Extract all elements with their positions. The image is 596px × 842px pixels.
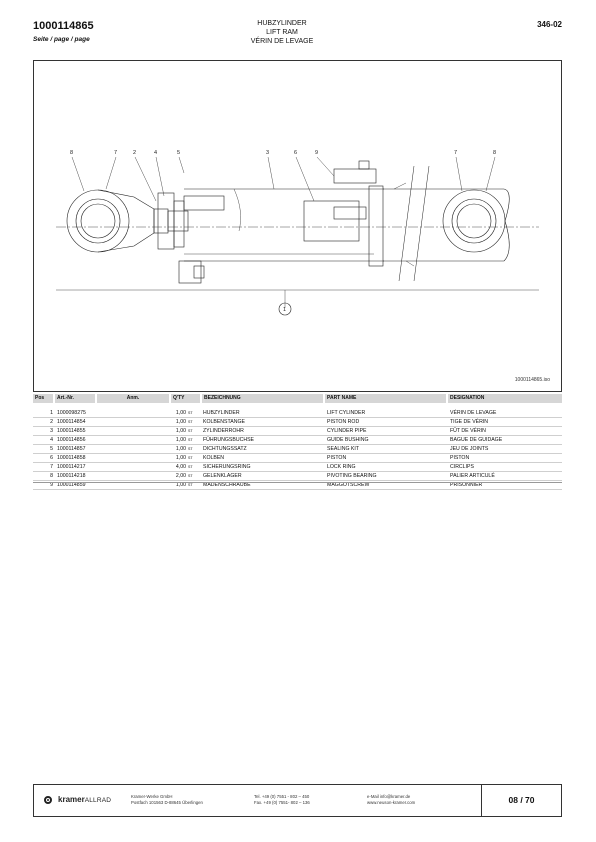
cell-pos: 1	[50, 410, 53, 416]
hydraulic-port	[334, 169, 376, 183]
cell-part-name: LIFT CYLINDER	[327, 410, 366, 416]
header-part-name: PART NAME	[325, 394, 446, 403]
kramer-logo-icon	[44, 796, 52, 804]
cell-art-nr: 1000114856	[57, 437, 86, 443]
cell-qty: 1,00	[175, 428, 186, 434]
page-code: 346-02	[537, 20, 562, 29]
cell-pos: 3	[50, 428, 53, 434]
cell-qty: 1,00	[175, 410, 186, 416]
title-block	[200, 19, 364, 46]
callout-3: 3	[266, 150, 270, 156]
cell-qty: 2,00	[175, 473, 186, 479]
left-eye-bearing	[76, 199, 120, 243]
technical-drawing	[33, 60, 562, 392]
cell-unit: ST	[188, 447, 193, 451]
port-cap	[359, 161, 369, 169]
cell-bezeichnung: MADENSCHRAUBE	[203, 482, 251, 488]
cell-unit: ST	[188, 411, 193, 415]
cell-art-nr: 1000098275	[57, 410, 86, 416]
company-address: Kramer-Werke GmbH Postfach 101563 D-88645 Überlingen	[131, 794, 203, 805]
cell-part-name: GUIDE BUSHING	[327, 437, 369, 443]
cell-pos: 8	[50, 473, 53, 479]
parts-table-header	[33, 394, 562, 403]
callout-9: 9	[315, 150, 319, 156]
cell-art-nr: 1000114855	[57, 428, 86, 434]
title-english: LIFT RAM	[266, 29, 298, 36]
left-eye-inner	[81, 204, 115, 238]
cell-unit: ST	[188, 483, 193, 487]
table-row	[33, 463, 562, 472]
cell-designation: CIRCLIPS	[450, 464, 474, 470]
cell-pos: 4	[50, 437, 53, 443]
cell-designation: PRISONNIER	[450, 482, 483, 488]
contact-phone: Tel. +49 (0) 7551 - 802 – 450 Fax. +49 (0) 7551- 802 – 136	[254, 794, 310, 805]
cell-pos: 7	[50, 464, 53, 470]
cell-unit: ST	[188, 474, 193, 478]
document-number: 1000114865	[33, 20, 94, 32]
callout-7-right: 7	[454, 150, 458, 156]
header-designation: DESIGNATION	[448, 394, 562, 403]
table-row	[33, 454, 562, 463]
table-row	[33, 472, 562, 481]
cell-designation: VÉRIN DE LEVAGE	[450, 410, 497, 416]
right-eye-bearing	[452, 199, 496, 243]
callout-7-left: 7	[114, 150, 118, 156]
cell-art-nr: 1000114857	[57, 446, 86, 452]
cell-designation: PISTON	[450, 455, 470, 461]
cell-art-nr: 1000114859	[57, 482, 86, 488]
cell-qty: 1,00	[175, 482, 186, 488]
cell-part-name: CYLINDER PIPE	[327, 428, 367, 434]
callout-2: 2	[133, 150, 137, 156]
cell-designation: JEU DE JOINTS	[450, 446, 489, 452]
header-art: Art.-Nr.	[55, 394, 95, 403]
cell-bezeichnung: GELENKLAGER	[203, 473, 242, 479]
cell-qty: 1,00	[175, 446, 186, 452]
cell-part-name: MAGGOTSCREW	[327, 482, 370, 488]
cell-pos: 6	[50, 455, 53, 461]
header-pos: Pos	[33, 394, 53, 403]
guide-bushing	[158, 193, 174, 249]
cell-art-nr: 1000114854	[57, 419, 86, 425]
title-german: HUBZYLINDER	[257, 20, 307, 27]
cell-bezeichnung: DICHTUNGSSATZ	[203, 446, 247, 452]
right-eye-inner	[457, 204, 491, 238]
parts-table-body	[33, 409, 562, 490]
cell-unit: ST	[188, 420, 193, 424]
header-anm: Anm.	[97, 394, 169, 403]
page-number: 08 / 70	[508, 795, 535, 805]
cell-qty: 1,00	[175, 455, 186, 461]
left-eye-body	[98, 190, 154, 252]
table-row	[33, 445, 562, 454]
contact-web: e-Mail info@kramer.de www.neuson-kramer.com	[367, 794, 416, 805]
cell-bezeichnung: HUBZYLINDER	[203, 410, 240, 416]
cell-unit: ST	[188, 429, 193, 433]
cell-part-name: LOCK RING	[327, 464, 356, 470]
cell-designation: BAGUE DE GUIDAGE	[450, 437, 503, 443]
callout-8-right: 8	[493, 150, 497, 156]
callout-5: 5	[177, 150, 181, 156]
piston-rod	[168, 211, 188, 231]
cell-qty: 1,00	[175, 437, 186, 443]
callout-4: 4	[154, 150, 158, 156]
sealing-area	[184, 196, 224, 210]
cell-unit: ST	[188, 438, 193, 442]
cell-unit: ST	[188, 465, 193, 469]
title-french: VÉRIN DE LEVAGE	[250, 38, 314, 45]
cell-bezeichnung: FÜHRUNGSBUCHSE	[203, 437, 255, 443]
kramer-logo: kramerALLRAD	[58, 795, 112, 804]
callout-8-left: 8	[70, 150, 74, 156]
cell-bezeichnung: KOLBEN	[203, 455, 225, 461]
page-label: Seite / page / page	[33, 36, 90, 43]
cell-pos: 9	[50, 482, 53, 488]
page-footer	[33, 784, 562, 817]
cylinder-pipe	[184, 189, 384, 261]
cell-designation: FÛT DE VÉRIN	[450, 428, 486, 434]
cell-part-name: PISTON ROD	[327, 419, 360, 425]
table-row	[33, 427, 562, 436]
cell-bezeichnung: KOLBENSTANGE	[203, 419, 245, 425]
header-qty: Q'TY	[171, 394, 200, 403]
cell-unit: ST	[188, 456, 193, 460]
piston-ring	[334, 207, 366, 219]
lower-port	[179, 261, 201, 283]
cell-bezeichnung: ZYLINDERROHR	[203, 428, 244, 434]
left-eye-outer	[67, 190, 129, 252]
break-line	[399, 166, 429, 281]
cell-designation: PALIER ARTICULÉ	[450, 473, 495, 479]
table-row	[33, 409, 562, 418]
callout-1: 1	[283, 307, 287, 313]
cell-pos: 2	[50, 419, 53, 425]
callout-6: 6	[294, 150, 298, 156]
table-row	[33, 436, 562, 445]
table-row	[33, 418, 562, 427]
cell-qty: 4,00	[175, 464, 186, 470]
drawing-id: 1000114865.iso	[514, 377, 550, 383]
cell-art-nr: 1000114218	[57, 473, 86, 479]
header-bezeichnung: BEZEICHNUNG	[202, 394, 323, 403]
lift-ram-drawing	[34, 61, 563, 393]
cell-bezeichnung: SICHERUNGSRING	[203, 464, 251, 470]
cell-pos: 5	[50, 446, 53, 452]
cell-qty: 1,00	[175, 419, 186, 425]
cell-art-nr: 1000114217	[57, 464, 86, 470]
guide-bushing-flange	[174, 201, 184, 247]
cell-art-nr: 1000114858	[57, 455, 86, 461]
cell-part-name: SEALING KIT	[327, 446, 359, 452]
rod-end-collar	[154, 209, 168, 233]
cell-part-name: PIVOTING BEARING	[327, 473, 377, 479]
cell-part-name: PISTON	[327, 455, 347, 461]
table-end-line	[33, 482, 562, 483]
cell-designation: TIGE DE VÉRIN	[450, 419, 489, 425]
